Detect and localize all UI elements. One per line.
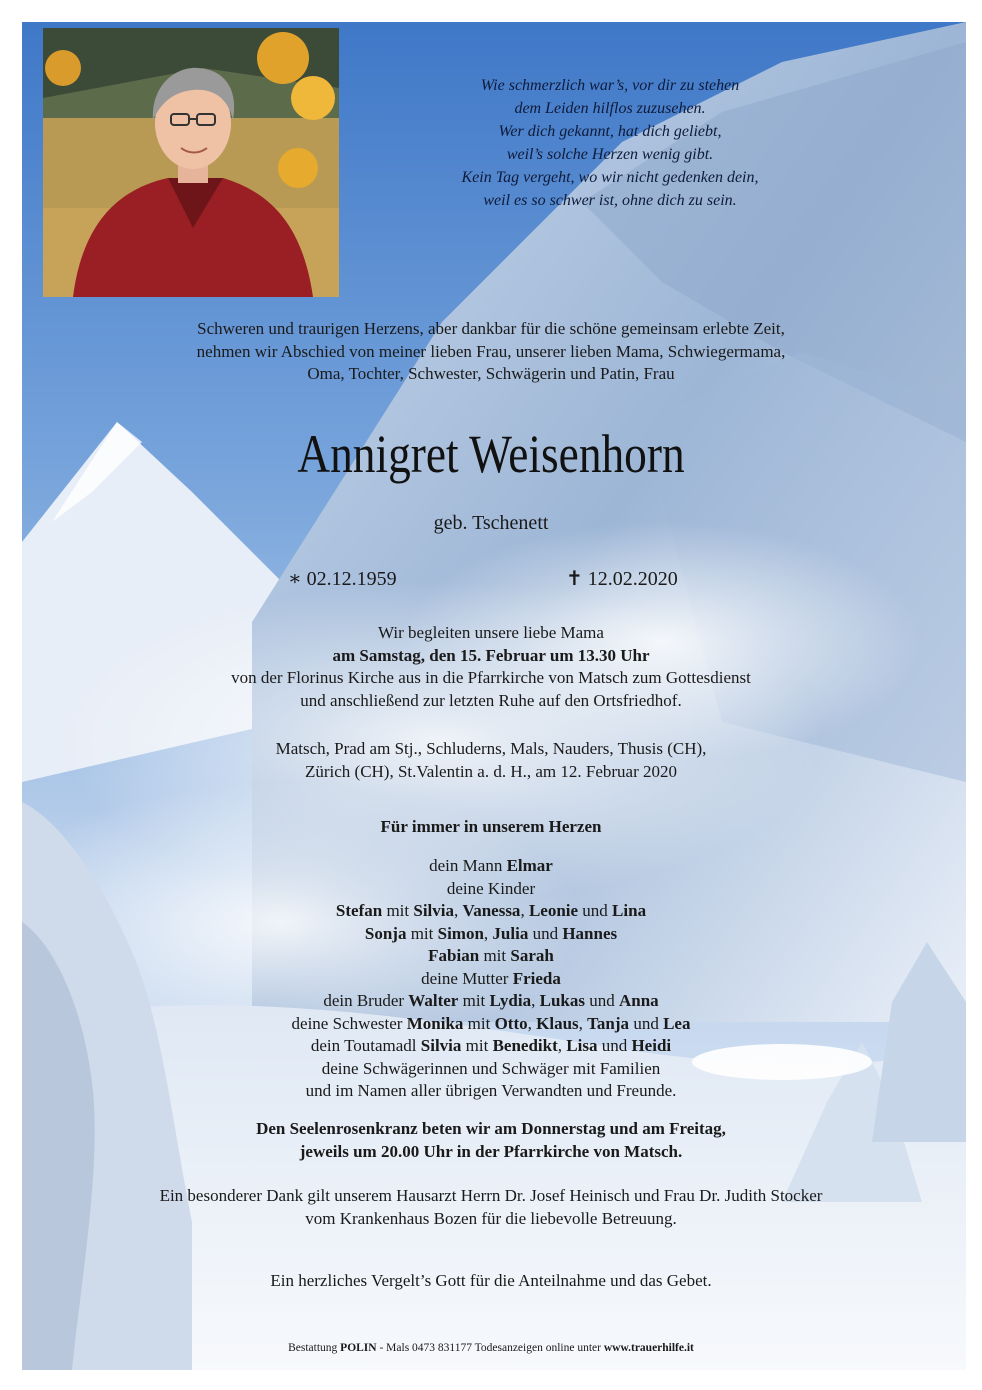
funeral-line: und anschließend zur letzten Ruhe auf den Ortsfriedhof. xyxy=(300,690,682,710)
footer xyxy=(60,1340,922,1356)
rosary-line: Den Seelenrosenkranz beten wir am Donnerstag und am Freitag, xyxy=(256,1119,726,1138)
family-line: deine Schwägerinnen und Schwäger mit Familien xyxy=(321,1058,661,1078)
footer-text: - Mals 0473 831177 Todesanzeigen online unter xyxy=(376,1342,604,1354)
poem-line: Kein Tag vergeht, wo wir nicht gedenken dein, xyxy=(461,169,759,186)
funeral-line: von der Florinus Kirche aus in die Pfarrkirche von Matsch zum Gottesdienst xyxy=(231,668,751,687)
funeral-info xyxy=(60,622,922,712)
poem-line: weil es so schwer ist, ohne dich zu sein. xyxy=(483,192,737,209)
birth-date-value: 02.12.1959 xyxy=(306,568,397,590)
star-icon: ∗ xyxy=(288,568,302,590)
poem-line: Wer dich gekannt, hat dich geliebt, xyxy=(498,123,722,140)
thanks-line: vom Krankenhaus Bozen für die liebevolle Betreuung. xyxy=(305,1208,677,1228)
closing-text xyxy=(60,1270,922,1293)
family-line: Sonja mit Simon, Julia und Hannes xyxy=(364,923,618,943)
family-line: deine Schwester Monika mit Otto, Klaus, Tanja und Lea xyxy=(291,1013,691,1033)
intro-line: Schweren und traurigen Herzens, aber dankbar für die schöne gemeinsam erlebte Zeit, xyxy=(197,319,785,338)
deceased-name: Annigret Weisenhorn xyxy=(297,424,685,484)
heart-title xyxy=(60,816,922,839)
poem-line: Wie schmerzlich war’s, vor dir zu stehen xyxy=(480,77,740,94)
heart-title-text: Für immer in unserem Herzen xyxy=(380,817,602,836)
death-date-value: 12.02.2020 xyxy=(587,568,678,590)
footer-text: Bestattung xyxy=(288,1342,341,1354)
rosary-info xyxy=(60,1118,922,1163)
footer-website-link[interactable]: www.trauerhilfe.it xyxy=(603,1342,694,1354)
family-line: dein Mann Elmar xyxy=(429,856,553,875)
poem-line: dem Leiden hilflos zuzusehen. xyxy=(514,100,706,117)
intro-line: Oma, Tochter, Schwester, Schwägerin und Patin, Frau xyxy=(307,364,675,383)
family-line: dein Bruder Walter mit Lydia, Lukas und Anna xyxy=(323,991,659,1010)
funeral-line: Wir begleiten unsere liebe Mama xyxy=(378,623,604,642)
rosary-line: jeweils um 20.00 Uhr in der Pfarrkirche von Matsch. xyxy=(299,1141,683,1161)
intro-line: nehmen wir Abschied von meiner lieben Frau, unserer lieben Mama, Schwiegermama, xyxy=(196,341,786,361)
death-date xyxy=(566,565,678,593)
family-line: deine Mutter Frieda xyxy=(421,968,561,988)
family-list xyxy=(60,855,922,1103)
closing-line: Ein herzliches Vergelt’s Gott für die Anteilnahme und das Gebet. xyxy=(270,1271,712,1290)
places-line: Zürich (CH), St.Valentin a. d. H., am 12. Februar 2020 xyxy=(304,761,678,781)
places-date xyxy=(60,738,922,783)
thanks-line: Ein besonderer Dank gilt unserem Hausarzt Herrn Dr. Josef Heinisch und Frau Dr. Judith Stocker xyxy=(159,1186,823,1205)
memorial-poem xyxy=(380,74,840,212)
family-line: und im Namen aller übrigen Verwandten und Freunde. xyxy=(305,1081,677,1100)
funeral-date-time: am Samstag, den 15. Februar um 13.30 Uhr xyxy=(332,645,650,665)
poem-line: weil’s solche Herzen wenig gibt. xyxy=(506,146,714,163)
footer-company: POLIN xyxy=(340,1342,377,1354)
family-line: deine Kinder xyxy=(446,878,536,898)
thanks-text xyxy=(60,1185,922,1230)
birth-date xyxy=(288,565,397,593)
family-line: dein Toutamadl Silvia mit Benedikt, Lisa und Heidi xyxy=(310,1036,672,1055)
family-line: Fabian mit Sarah xyxy=(428,946,554,965)
intro-text xyxy=(60,318,922,386)
cross-icon: ✝ xyxy=(566,568,583,590)
birth-name: geb. Tschenett xyxy=(433,512,549,534)
places-line: Matsch, Prad am Stj., Schluderns, Mals, Nauders, Thusis (CH), xyxy=(275,739,707,758)
family-line: Stefan mit Silvia, Vanessa, Leonie und Lina xyxy=(335,901,647,920)
